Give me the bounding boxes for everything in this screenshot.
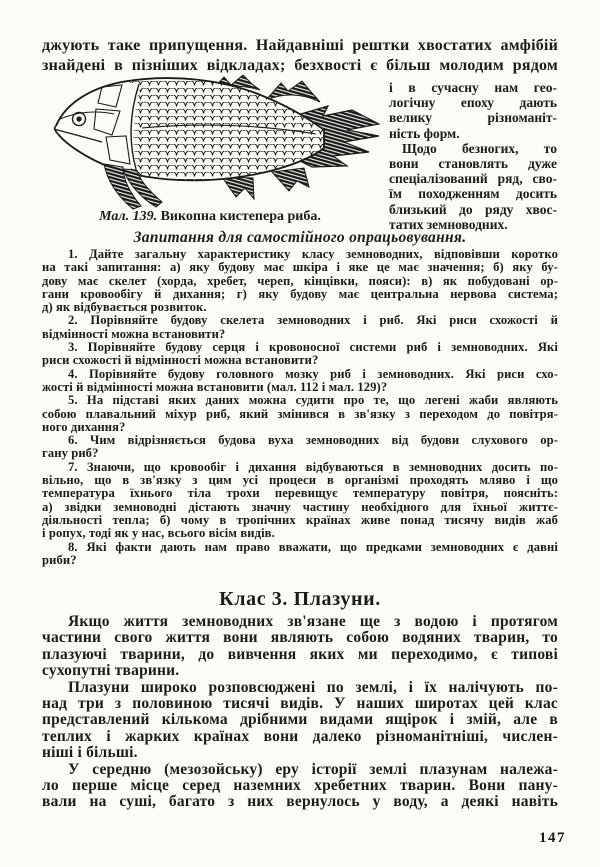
text-line: велику різноманіт- [389,110,557,126]
fossil-fish-illustration [46,74,380,214]
fish-engraving-icon [46,74,380,214]
text-line: діяльності тепла; б) чому в тропічних країнах живе понад тисячу видів жаб [42,512,558,527]
text-line: ло перше місце серед наземних хребетних тварин. Вони пану- [42,777,558,795]
text-line: вони становлять дуже [389,156,557,172]
figure-caption [60,209,360,225]
questions-list [42,248,558,567]
text-line: Якщо життя земноводних зв'язане ще з водою і протягом [68,613,558,630]
text-line: на такі запитання: а) яку будову має шкіра і яке це має значення; б) яку бу- [42,260,558,275]
text-line: собою плавальний міхур риб, який змінився в зв'язку з переходом до повітря- [42,406,558,421]
text-line: риси схожості й відмінності можна встановити? [42,353,319,368]
top-paragraph [42,36,558,76]
text-line: гану риб? [42,446,99,461]
questions-heading: Запитання для самостійного опрацьовування. [133,229,467,246]
text-line: близький до ряду хвос- [389,201,557,217]
right-column-paragraphs [389,80,557,232]
text-line: сухопутні тварини. [42,662,180,680]
text-line: 1. Дайте загальну характеристику класу земноводних, відповівши коротко [68,247,558,261]
text-line: їм походженням досить [389,186,557,202]
text-line: вали на суші, багато з них вернулось у воду, а деякі навіть [42,793,558,811]
section-heading: Клас 3. Плазуни. [219,588,381,610]
text-line: і в сучасну нам гео- [389,80,557,95]
text-line: гани кровообігу й дихання; г) яку будову має центральна нервова система; [42,286,558,301]
text-line: частини свого життя вони являють собою водяних тварин, то [42,629,558,647]
main-text-paragraphs [42,614,558,811]
text-line: ніші і більші. [42,744,138,762]
text-line: і ропух, тоді як у нас, всього вісім видів. [42,526,275,541]
text-line: представлений кількома дрібними видами ящірок і змій, але в [42,711,558,729]
text-line: 7. Знаючи, що кровообіг і дихання відбуваються в земноводних досить по- [68,459,558,474]
text-line: джують таке припущення. Найдавніші рештки хвостатих амфібій [42,37,558,54]
text-line: 4. Порівняйте будову головного мозку риб і земноводних. Які риси схо- [68,366,558,381]
text-line: татих земноводних. [389,216,508,232]
text-line: відмінності можна встановити? [42,326,226,341]
text-line: 3. Порівняйте будову серця і кровоносної системи риб і земноводних. Які [68,340,558,355]
text-line: а) звідки земноводні дістають значну частину необхідного для їхньої життє- [42,499,558,514]
text-line: дову має скелет (хорда, хребет, череп, кінцівки, пояси): в) як побудовані ор- [42,273,558,288]
text-line: теплих і жарких країнах вони далеко різноманітніші, числен- [42,727,558,745]
text-line: плазуючі тварини, до вивчення яких ми переходимо, є типові [42,645,558,663]
text-line: спеціалізований ряд, сво- [389,171,557,187]
page-number: 147 [539,830,566,846]
text-line: Плазуни широко розповсюджені по землі, і їх налічують по- [68,678,558,696]
figure-caption-text: Викопна кистепера риба. [160,209,321,224]
figure-caption-label: Мал. 139. [99,209,158,224]
text-line: жості й відмінності можна встановити (мал. 112 і мал. 129)? [42,379,388,394]
text-line: 6. Чим відрізняється будова вуха земноводних від будови слухового ор- [68,433,558,448]
text-line: 5. На підставі яких даних можна судити про те, що легені жаби являють [68,393,558,408]
text-line: температура їхнього тіла трохи перевищує температуру повітря, поясніть: [42,486,558,501]
text-line: знайдені в пізніших відкладах; безхвості є більш молодим рядом [42,57,558,74]
text-line: 2. Порівняйте будову скелета земноводних і риб. Які риси схожості й [68,313,558,328]
text-line: ного дихання? [42,419,126,434]
text-line: вільно, що в зв'язку з цим усі процеси в організмі проходять мляво і що [42,473,558,488]
text-line: логічну епоху дають [389,95,557,111]
text-line: риби? [42,552,77,567]
text-line: над три з половиною тисячі видів. У наших широтах цей клас [42,695,558,713]
text-line: д) як відбувається розвиток. [42,300,207,315]
text-line: 8. Які факти дають нам право вважати, що предками земноводних є давні [68,539,558,554]
text-line: Щодо безногих, то [402,140,557,156]
text-line: ність форм. [389,125,460,141]
text-line: У середню (мезозойську) еру історії землі плазунам належа- [68,760,558,778]
